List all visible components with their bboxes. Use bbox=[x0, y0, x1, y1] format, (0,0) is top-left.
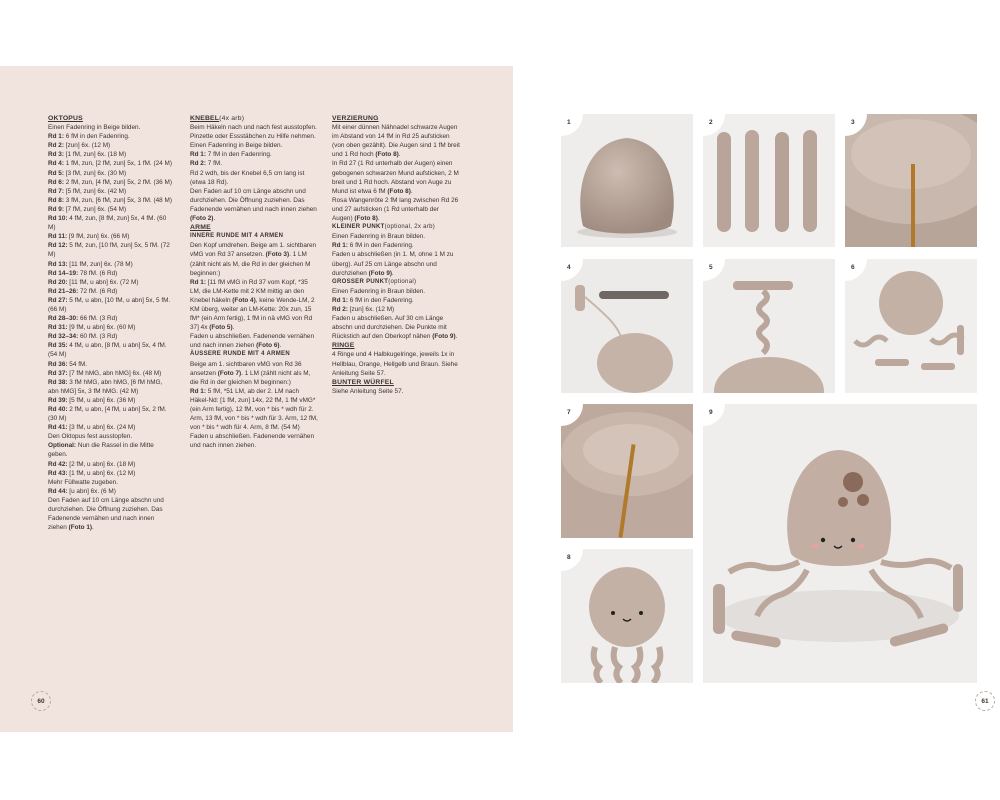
pattern-line: Rd 20: [11 fM, u abn] 6x. (72 M) bbox=[48, 278, 139, 286]
toggle-chain-photo bbox=[561, 259, 693, 393]
pattern-line: Den Faden auf 10 cm Länge abschn und durchziehen. Die Öffnung zuziehen. Das Fadenende vernähen und nach innen ziehen (Foto 1). bbox=[48, 496, 164, 532]
pattern-line: Rd 32–34: 60 fM. (3 Rd) bbox=[48, 333, 118, 341]
pattern-line: Faden u abschließen. Fadenende vernähen und nach innen ziehen. bbox=[190, 433, 314, 450]
pattern-line: Rd 2 wdh, bis der Knebel 6,5 cm lang ist (etwa 18 Rd). bbox=[190, 169, 305, 186]
pattern-line: Rd 36: 54 fM. bbox=[48, 360, 88, 368]
pattern-line: Einen Fadenring in Beige bilden. bbox=[48, 124, 141, 132]
pattern-line: Rd 4: 1 fM, zun, [2 fM, zun] 5x, 1 fM. (24 M) bbox=[48, 160, 172, 168]
pattern-column-2 bbox=[190, 114, 318, 450]
pattern-line: Rd 14–19: 78 fM. (6 Rd) bbox=[48, 269, 118, 277]
pattern-line: RINGE bbox=[332, 342, 355, 350]
pattern-line: Rd 12: 5 fM, zun, [10 fM, zun] 5x, 5 fM. (72 M) bbox=[48, 242, 170, 259]
pattern-line: Rd 1: [11 fM vMG in Rd 37 vom Kopf, *35 LM, die LM-Kette mit 2 KM mittig an den Knebel häkeln (Foto 4), keine Wende-LM, 2 KM überg, weiter an LM-Kette: 20x zun, 15 fM* (ein Arm fertig), 1 fM in nä vMG von Rd 37] 4x (Foto 5). bbox=[190, 278, 315, 332]
pattern-line: Rd 43: [1 fM, u abn] 6x. (12 M) bbox=[48, 469, 136, 477]
crochet-hook-closeup-photo bbox=[845, 114, 977, 247]
pattern-line: Den Faden auf 10 cm Länge abschn und durchziehen. Die Öffnung zuziehen. Das Fadenende vernähen und nach innen ziehen (Foto 2). bbox=[190, 187, 317, 223]
octopus-face-photo bbox=[561, 549, 693, 683]
right-page-number: 61 bbox=[975, 691, 995, 711]
pattern-line: BUNTER WÜRFEL bbox=[332, 378, 394, 386]
inner-arms-photo bbox=[845, 259, 977, 393]
pattern-line: Rd 2: [zun] 6x. (12 M) bbox=[48, 142, 111, 150]
photo-number-badge: 4 bbox=[561, 259, 583, 281]
pattern-line: Einen Fadenring in Braun bilden. bbox=[332, 287, 426, 295]
finished-octopus-photo bbox=[703, 404, 977, 683]
photo-number-badge: 1 bbox=[561, 114, 583, 136]
photo-number-badge: 6 bbox=[845, 259, 867, 281]
photo-5 bbox=[703, 259, 835, 393]
pattern-line: 4 Ringe und 4 Halbkugelringe, jeweils 1x in Hellblau, Orange, Hellgelb und Braun. Siehe Anleitung Seite 57. bbox=[332, 351, 458, 377]
pattern-line: Faden u abschließen. Auf 30 cm Länge abschn und durchziehen. Die Punkte mit Rückstich auf den Oberkopf nähen (Foto 9). bbox=[332, 315, 458, 341]
pattern-line: Rd 1: 5 fM, *51 LM, ab der 2. LM nach Häkel-Nd: [1 fM, zun] 14x, 22 fM, 1 fM vMG* (ein Arm fertig), 12 fM, von * bis * wdh für 2. Arm, 13 fM, von * bis * wdh für 3. Arm, 12 fM, von * bis * wdh für 4. Arm, 8 fM. (54 M) bbox=[190, 387, 318, 432]
photo-3 bbox=[845, 114, 977, 247]
photo-8 bbox=[561, 549, 693, 683]
pattern-line: Rd 1: 7 fM in den Fadenring. bbox=[190, 151, 272, 159]
photo-number-badge: 7 bbox=[561, 404, 583, 426]
photo-number-badge: 3 bbox=[845, 114, 867, 136]
photo-9 bbox=[703, 404, 977, 683]
pattern-line: Rd 13: [11 fM, zun] 6x. (78 M) bbox=[48, 260, 133, 268]
pattern-line: Rd 3: [1 fM, zun] 6x. (18 M) bbox=[48, 151, 127, 159]
pattern-line: Rd 7: [5 fM, zun] 6x. (42 M) bbox=[48, 187, 127, 195]
pattern-line: Siehe Anleitung Seite 57. bbox=[332, 387, 404, 395]
left-page-number: 60 bbox=[31, 691, 51, 711]
photo-1 bbox=[561, 114, 693, 247]
pattern-line: Rd 35: 4 fM, u abn, [8 fM, u abn] 5x, 4 fM. (54 M) bbox=[48, 342, 167, 359]
pattern-line: Rd 1: 6 fM in den Fadenring. bbox=[48, 133, 130, 141]
pattern-line: ÄUSSERE RUNDE MIT 4 ARMEN bbox=[190, 351, 290, 358]
pattern-line: Rd 1: 6 fM in den Fadenring. bbox=[332, 296, 414, 304]
pattern-line: Beim Häkeln nach und nach fest ausstopfen. Pinzette oder Essstäbchen zu Hilfe nehmen. bbox=[190, 124, 317, 141]
pattern-line: Rd 31: [9 fM, u abn] 6x. (60 M) bbox=[48, 324, 136, 332]
pattern-line: In Rd 27 (1 Rd unterhalb der Augen) einen gebogenen schwarzen Mund aufsticken, 2 M breit und 1 Rd hoch. Abstand von Auge zu Mund ist etwa 6 fM (Foto 8). bbox=[332, 160, 459, 195]
pattern-line: Rd 27: 5 fM, u abn, [10 fM, u abn] 5x, 5 fM. (66 M) bbox=[48, 296, 171, 313]
photo-2 bbox=[703, 114, 835, 247]
pattern-line: INNERE RUNDE MIT 4 ARMEN bbox=[190, 233, 284, 240]
pattern-line: Den Oktopus fest ausstopfen. bbox=[48, 433, 133, 441]
pattern-line: Rd 39: [5 fM, u abn] 6x. (36 M) bbox=[48, 396, 136, 404]
pattern-line: Rd 38: 3 fM hMG, abn hMG, [6 fM hMG, abn hMG] 5x, 3 fM hMG. (42 M) bbox=[48, 378, 163, 395]
pattern-line: KLEINER PUNKT(optional, 2x arb) bbox=[332, 224, 436, 231]
pattern-line: Faden u abschließen. Fadenende vernähen und nach innen ziehen (Foto 6). bbox=[190, 333, 314, 350]
pattern-line: Mit einer dünnen Nähnadel schwarze Augen im Abstand von 14 fM in Rd 25 aufsticken (von oben gezählt). Die Augen sind 1 fM breit und 1 Rd hoch (Foto 8). bbox=[332, 124, 460, 159]
pattern-line: Optional: Nun die Rassel in die Mitte geben. bbox=[48, 442, 154, 459]
pattern-line: Rd 28–30: 66 fM. (3 Rd) bbox=[48, 315, 118, 323]
pattern-line: Rd 6: 2 fM, zun, [4 fM, zun] 5x, 2 fM. (36 M) bbox=[48, 178, 172, 186]
photo-number-badge: 5 bbox=[703, 259, 725, 281]
pattern-line: Faden u abschließen (in 1. M, ohne 1 M zu überg). Auf 25 cm Länge abschn und durchziehen (Foto 9). bbox=[332, 251, 454, 277]
outer-round-photo bbox=[561, 404, 693, 538]
pattern-line: Rd 2: 7 fM. bbox=[190, 160, 222, 168]
pattern-line: Rd 42: [2 fM, u abn] 6x. (18 M) bbox=[48, 460, 136, 468]
pattern-line: Rd 21–26: 72 fM. (6 Rd) bbox=[48, 287, 118, 295]
pattern-line: Rd 10: 4 fM, zun, [8 fM, zun] 5x, 4 fM. (60 M) bbox=[48, 215, 167, 232]
pattern-line: Beige am 1. sichtbaren vMG von Rd 36 ansetzen (Foto 7). 1 LM (zählt nicht als M, die Rd in der gleichen M beginnen:) bbox=[190, 360, 311, 386]
pattern-line: Rd 5: [3 fM, zun] 6x. (30 M) bbox=[48, 169, 127, 177]
pattern-line: Den Kopf umdrehen. Beige am 1. sichtbaren vMG von Rd 37 ansetzen. (Foto 3). 1 LM (zählt nicht als M, die Rd in der gleichen M beginnen:) bbox=[190, 242, 317, 277]
crochet-toggles-photo bbox=[703, 114, 835, 247]
pattern-line: VERZIERUNG bbox=[332, 115, 379, 122]
pattern-line: Rd 9: [7 fM, zun] 6x. (54 M) bbox=[48, 205, 127, 213]
pattern-line: Rd 1: 6 fM in den Fadenring. bbox=[332, 242, 414, 250]
pattern-line: ARME bbox=[190, 224, 211, 232]
pattern-line: Rd 37: [7 fM hMG, abn hMG] 6x. (48 M) bbox=[48, 369, 162, 377]
pattern-line: Rosa Wangenröte 2 fM lang zwischen Rd 26 und 27 aufsticken (1 Rd unterhalb der Augen) (Foto 8). bbox=[332, 196, 459, 223]
pattern-line: Rd 41: [3 fM, u abn] 6x. (24 M) bbox=[48, 424, 136, 432]
pattern-column-3 bbox=[332, 114, 460, 396]
pattern-line: Einen Fadenring in Braun bilden. bbox=[332, 233, 426, 241]
photo-number-badge: 8 bbox=[561, 549, 583, 571]
photo-number-badge: 9 bbox=[703, 404, 725, 426]
pattern-line: Rd 40: 2 fM, u abn, [4 fM, u abn] 5x, 2 fM. (30 M) bbox=[48, 406, 167, 423]
pattern-line: KNEBEL(4x arb) bbox=[190, 115, 245, 122]
pattern-line: Mehr Füllwatte zugeben. bbox=[48, 478, 118, 486]
pattern-line: Rd 44: [u abn] 6x. (6 M) bbox=[48, 487, 116, 495]
photo-6 bbox=[845, 259, 977, 393]
photo-7 bbox=[561, 404, 693, 538]
photo-number-badge: 2 bbox=[703, 114, 725, 136]
pattern-line: OKTOPUS bbox=[48, 115, 83, 122]
pattern-line: Einen Fadenring in Beige bilden. bbox=[190, 142, 283, 150]
pattern-line: GROSSER PUNKT(optional) bbox=[332, 278, 417, 285]
photo-4 bbox=[561, 259, 693, 393]
pattern-line: Rd 2: [zun] 6x. (12 M) bbox=[332, 305, 395, 313]
crochet-head-photo bbox=[561, 114, 693, 247]
pattern-line: Rd 11: [9 fM, zun] 6x. (66 M) bbox=[48, 233, 130, 241]
pattern-column-1 bbox=[48, 114, 174, 532]
pattern-line: Rd 8: 3 fM, zun, [6 fM, zun] 5x, 3 fM. (48 M) bbox=[48, 196, 172, 204]
curled-arm-photo bbox=[703, 259, 835, 393]
